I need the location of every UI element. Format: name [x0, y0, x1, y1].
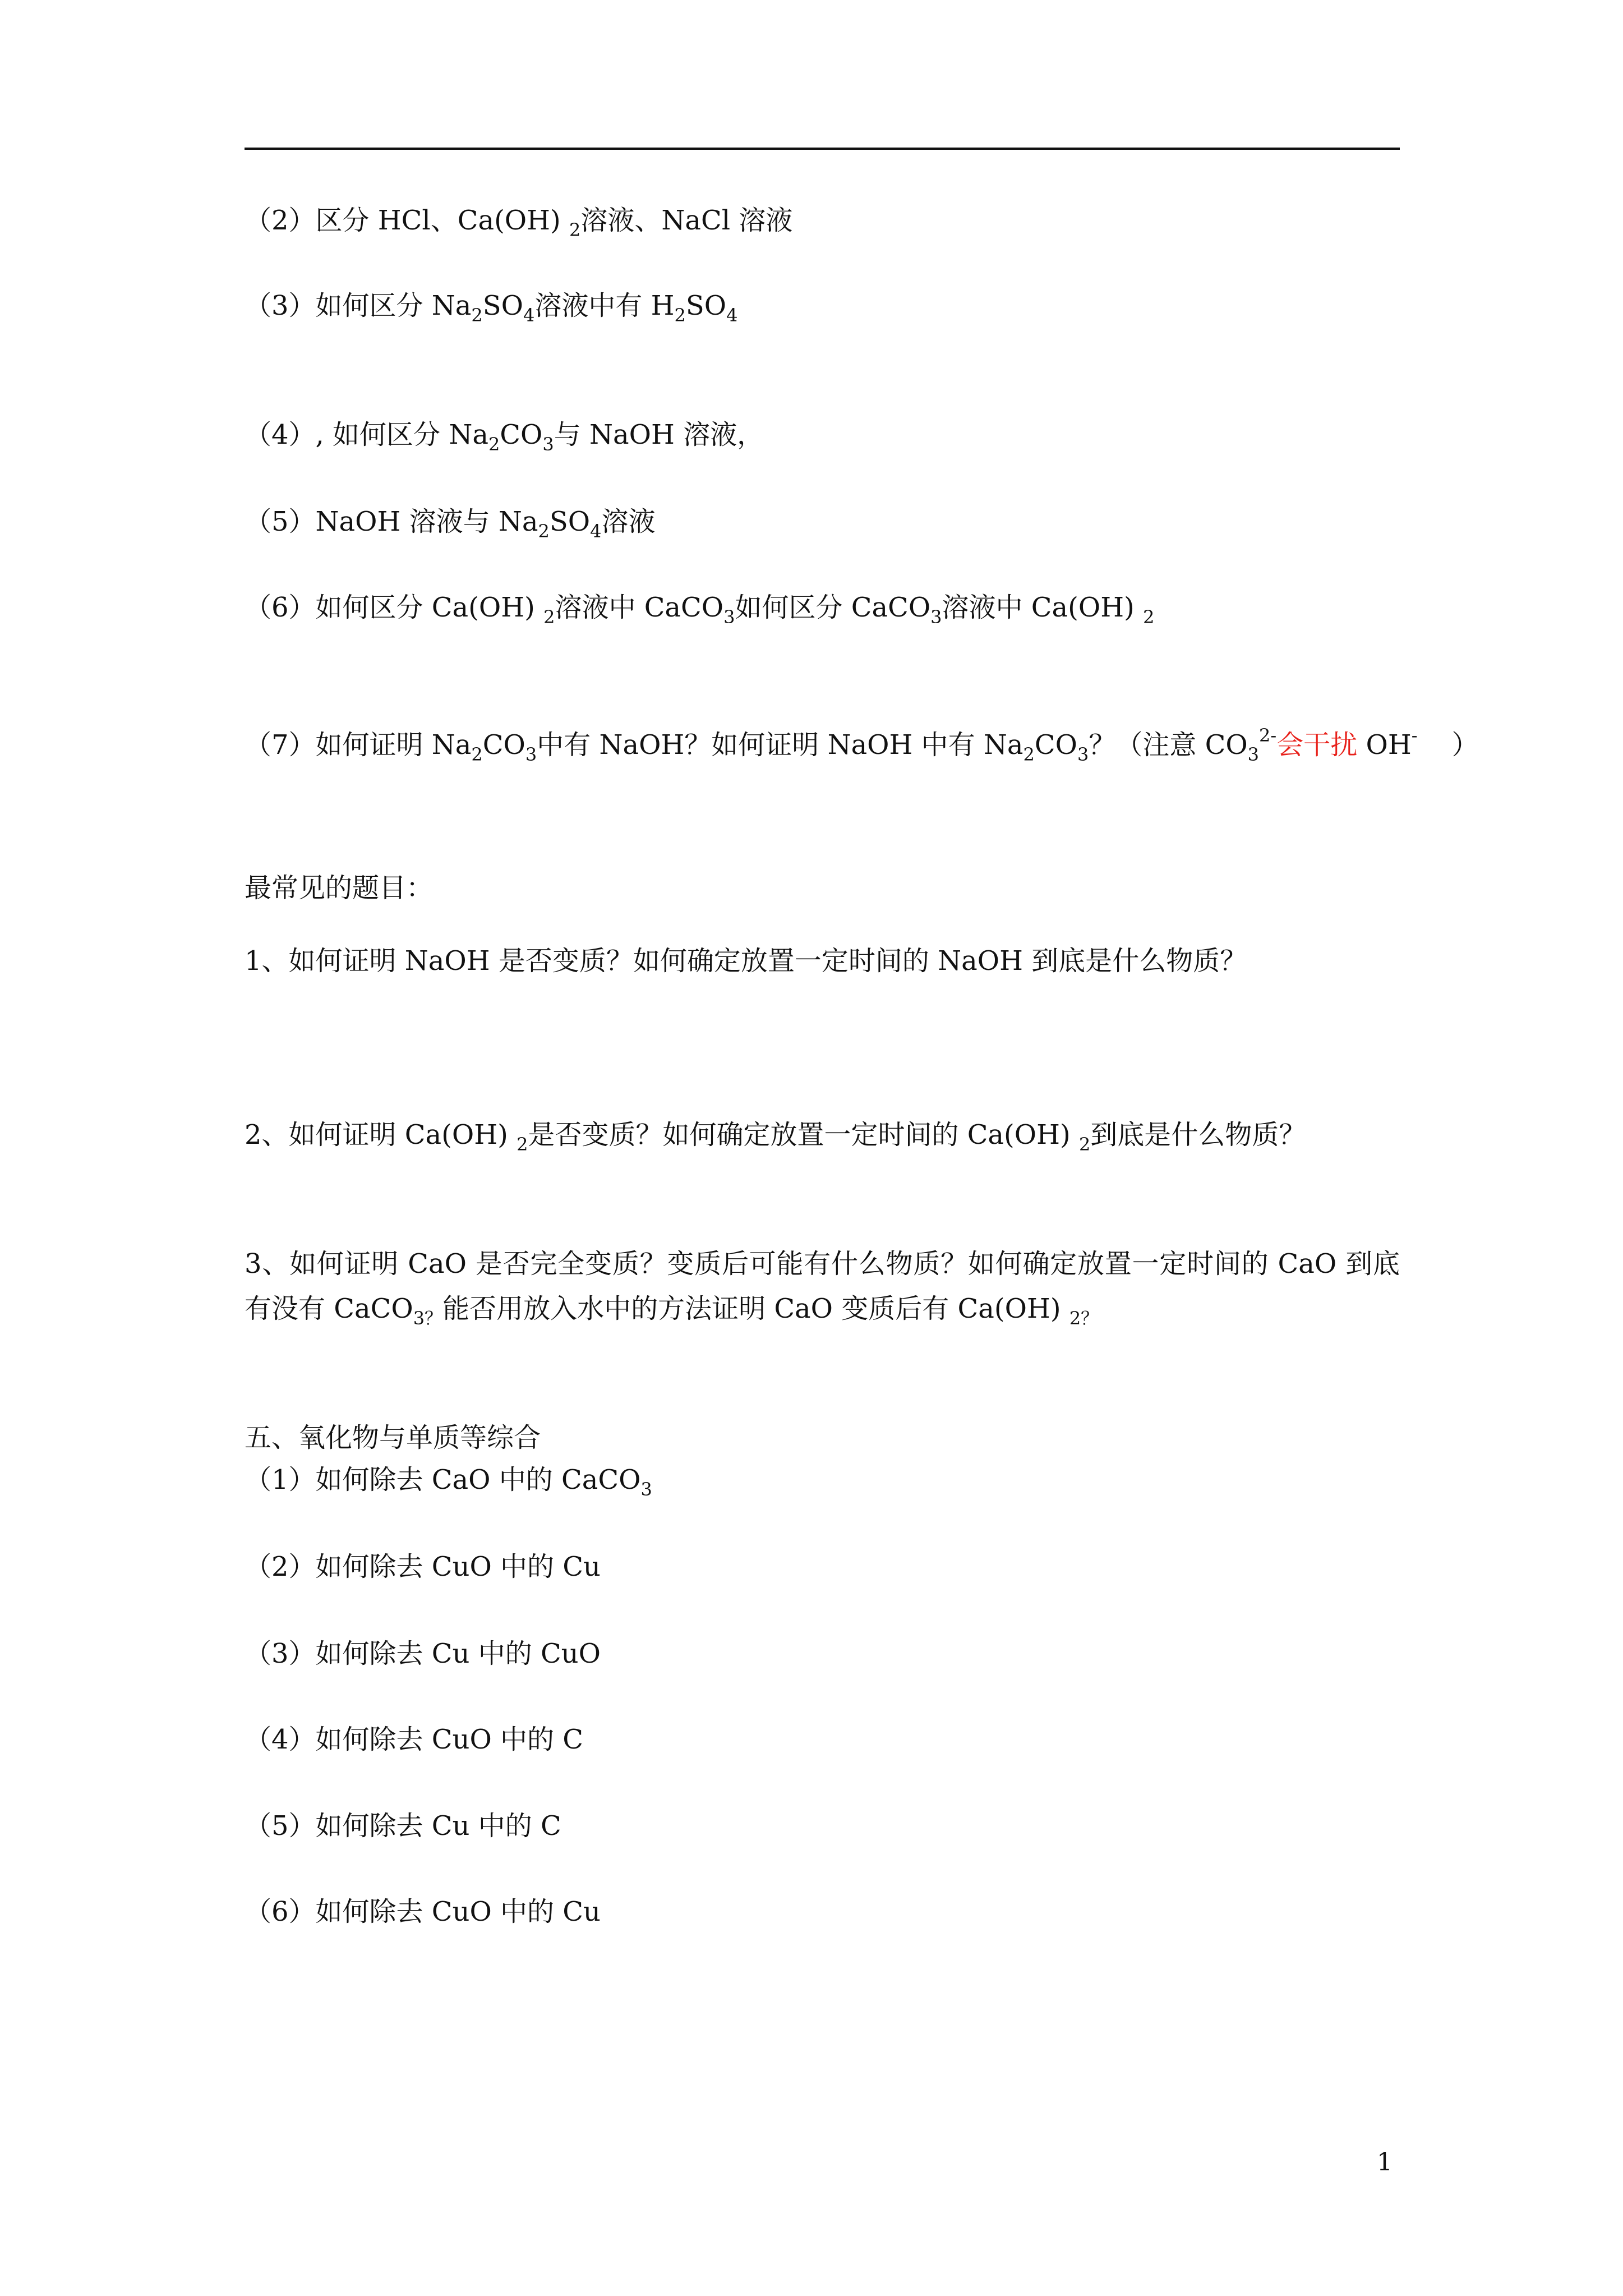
common-item-1: 1、如何证明 NaOH 是否变质？如何确定放置一定时间的 NaOH 到底是什么物质？: [245, 945, 1247, 977]
page-number: 1: [1377, 2148, 1393, 2177]
header-rule: [245, 148, 1400, 150]
section-5-item-3: （3）如何除去 Cu 中的 CuO: [245, 1638, 601, 1669]
section-5-item-6: （6）如何除去 CuO 中的 Cu: [245, 1896, 601, 1927]
highlight-text: 会干扰: [1276, 729, 1358, 761]
common-item-2: 2、如何证明 Ca(OH) $_2$是否变质？如何确定放置一定时间的 Ca(OH) $_2$到底是什么物质？: [245, 1119, 1306, 1155]
common-item-3: 3、如何证明 CaO 是否完全变质？变质后可能有什么物质？如何确定放置一定时间的 CaO 到底有没有 CaCO$_{3?}$能否用放入水中的方法证明 CaO 变质后有 Ca(OH) $_{2?}$: [245, 1248, 1400, 1329]
question-5: （5）NaOH 溶液与 $Na_2SO_4$溶液: [245, 506, 656, 542]
section-5-item-1: （1）如何除去 CaO 中的 CaCO$_3$: [245, 1464, 652, 1500]
question-4: （4）, 如何区分 $Na_2CO_3$与 NaOH 溶液，: [245, 419, 764, 455]
question-2: （2）区分 HCl、Ca(OH) $_2$溶液、NaCl 溶液: [245, 205, 793, 241]
common-heading: 最常见的题目：: [245, 872, 434, 904]
section-5-item-4: （4）如何除去 CuO 中的 C: [245, 1724, 584, 1755]
section-5-heading: 五、氧化物与单质等综合: [245, 1422, 541, 1453]
question-6: （6）如何区分 Ca(OH) $_2$溶液中 CaCO$_3$如何区分 CaCO$_3$溶液中 Ca(OH) $_2$: [245, 592, 1155, 628]
section-5-item-5: （5）如何除去 Cu 中的 C: [245, 1810, 561, 1842]
section-5-item-2: （2）如何除去 CuO 中的 Cu: [245, 1551, 601, 1582]
question-3: （3）如何区分 $Na_2SO_4$溶液中有 $H_2SO_4$: [245, 290, 738, 326]
question-7: （7）如何证明 $Na_2CO_3$中有 NaOH？如何证明 NaOH 中有 $Na_2CO_3$？（注意 $CO_3^{2-}$会干扰 OH- ）: [245, 725, 1479, 765]
